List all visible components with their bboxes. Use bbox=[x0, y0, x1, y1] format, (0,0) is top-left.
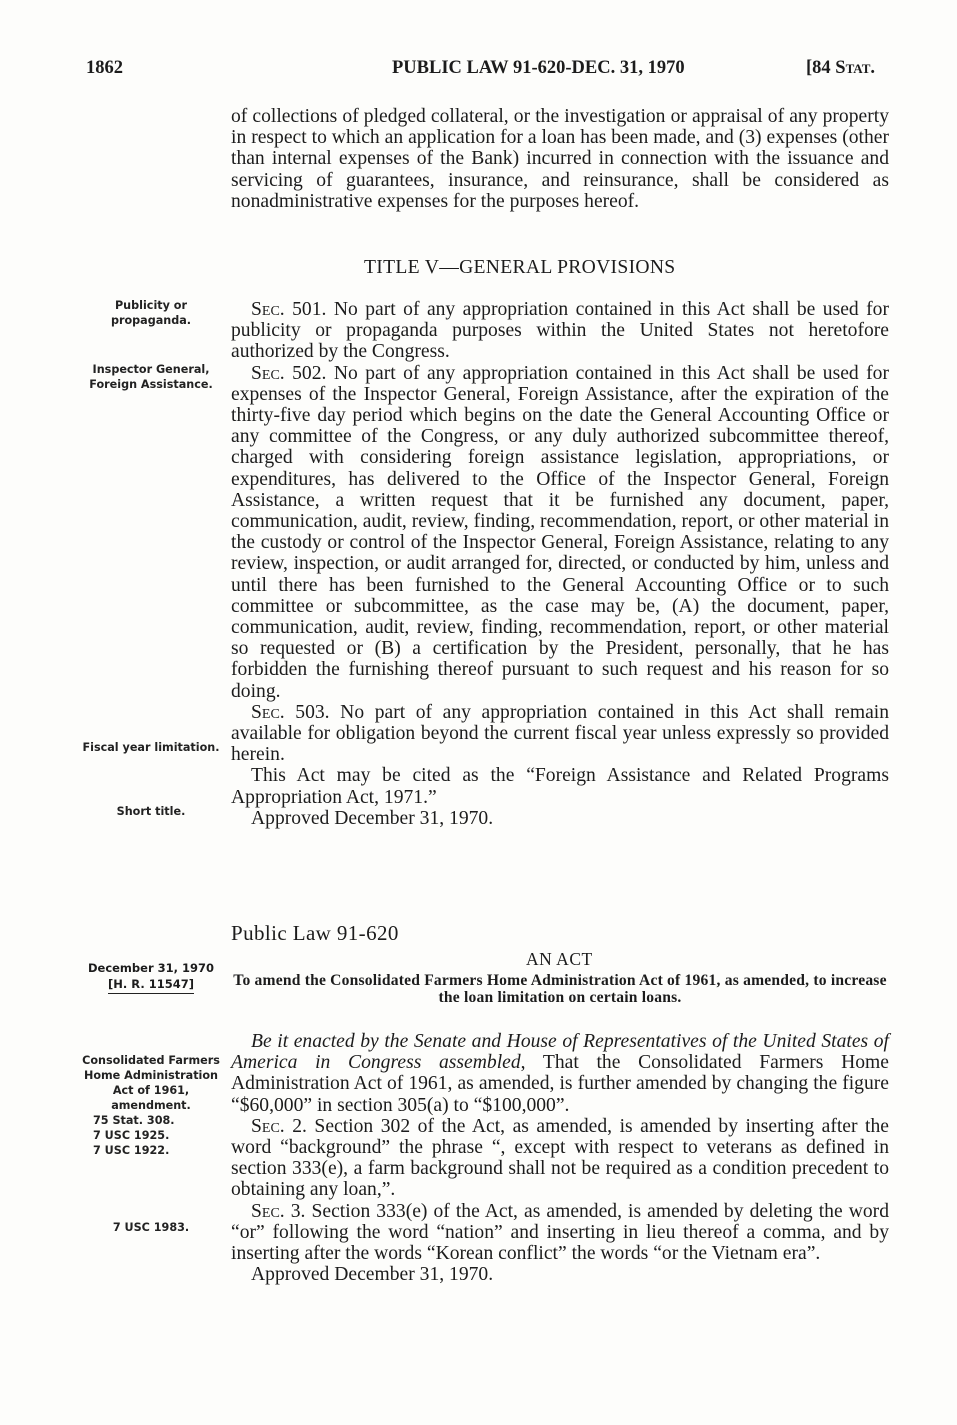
title-v-heading: TITLE V—GENERAL PROVISIONS bbox=[364, 257, 676, 278]
margin-note-7usc1983: 7 USC 1983. bbox=[112, 1221, 190, 1234]
stat-reference: [84 Stat. bbox=[806, 58, 876, 78]
margin-note-fiscal-year: Fiscal year limitation. bbox=[82, 741, 220, 754]
section-2: Sec. 2. Section 302 of the Act, as amended, is amended by inserting after the word “background” the phrase “, except with respect to veterans as defined in section 333(e), a farm background shall not be required as a condition precedent to obtaining any loan,”. bbox=[231, 1115, 889, 1201]
page-number: 1862 bbox=[86, 58, 123, 78]
short-title-paragraph: This Act may be cited as the “Foreign Assistance and Related Programs Appropriation Act, 1971.” bbox=[231, 765, 889, 808]
enacting-clause: Be it enacted by the Senate and House of Representatives of the United States of America in Congress assembled, That the Consolidated Farmers Home Administration Act of 1961, as amended, is further amended by changing the figure “$60,000” in section 305(a) to “$100,000”. bbox=[231, 1031, 889, 1116]
approval-line-2: Approved December 31, 1970. bbox=[251, 1264, 494, 1286]
margin-note-publicity: Publicity or propaganda. bbox=[110, 299, 192, 327]
margin-note-short-title: Short title. bbox=[116, 805, 186, 818]
margin-note-date: December 31, 1970 [H. R. 11547] bbox=[82, 961, 220, 994]
public-law-text bbox=[231, 1031, 889, 1285]
running-header bbox=[0, 58, 957, 84]
an-act-heading: AN ACT bbox=[526, 949, 593, 969]
citation-list: 75 Stat. 308. 7 USC 1925. 7 USC 1922. bbox=[93, 1114, 175, 1157]
section-501: Sec. 501. No part of any appropriation contained in this Act shall be used for publicity or propaganda purposes within the United States not heretofore authorized by the Congress. bbox=[231, 299, 889, 363]
section-502: Sec. 502. No part of any appropriation contained in this Act shall be used for expenses of the Inspector General, Foreign Assistance, after the expiration of the thirty-five day period which begins on the date the General Accounting Office or any committee of the Congress, or any duly authorized subcommittee thereof, charged with considering foreign assistance legislation, appropriations, or expenditures, has delivered to the Office of the Inspector General, Foreign Assistance, a written request that it be furnished any document, paper, communication, audit, review, finding, recommendation, report, or other material in the custody or control of the Inspector General, Foreign Assistance, relating to any review, inspection, or audit arranged for, directed, or conducted by him, unless and until there has been furnished to the General Accounting Office or to such committee or subcommittee, as the case may be, (A) the document, paper, communication, audit, review, finding, recommendation, report, or other material so requested or (B) a certification by the President, personally, that he has forbidden the furnishing thereof pursuant to such request and his reason for so doing. bbox=[231, 362, 889, 702]
approval-line-1: Approved December 31, 1970. bbox=[251, 807, 494, 829]
section-3: Sec. 3. Section 333(e) of the Act, as amended, is amended by deleting the word “or” following the word “nation” and inserting in lieu thereof a comma, and by inserting after the words “Korean conflict” the words “or the Vietnam era”. bbox=[231, 1200, 889, 1265]
bill-number: [H. R. 11547] bbox=[108, 977, 194, 995]
section-503: Sec. 503. No part of any appropriation contained in this Act shall remain available for obligation beyond the current fiscal year unless expressly so provided herein. bbox=[231, 701, 890, 766]
continuation-paragraph: of collections of pledged collateral, or the investigation or appraisal of any property in respect to which an application for a loan has been made, and (3) expenses (other than internal expenses of the Bank) incurred in connection with the issuance and servicing of guarantees, insurance, and reinsurance, shall be considered as nonadministrative expenses for the purposes hereof. bbox=[231, 106, 889, 212]
public-law-heading: Public Law 91-620 bbox=[231, 921, 399, 945]
margin-note-inspector-general: Inspector General, Foreign Assistance. bbox=[89, 363, 213, 391]
act-purpose: To amend the Consolidated Farmers Home Administration Act of 1961, as amended, to increase the loan limitation on certain loans. bbox=[233, 972, 887, 1006]
running-title: PUBLIC LAW 91-620-DEC. 31, 1970 bbox=[392, 58, 685, 78]
general-provisions-text bbox=[231, 299, 889, 829]
margin-note-consolidated-act: Consolidated Farmers Home Administration Act of 1961, amendment. 75 Stat. 308. 7 USC 1925. 7 USC 1922. bbox=[82, 1054, 220, 1157]
